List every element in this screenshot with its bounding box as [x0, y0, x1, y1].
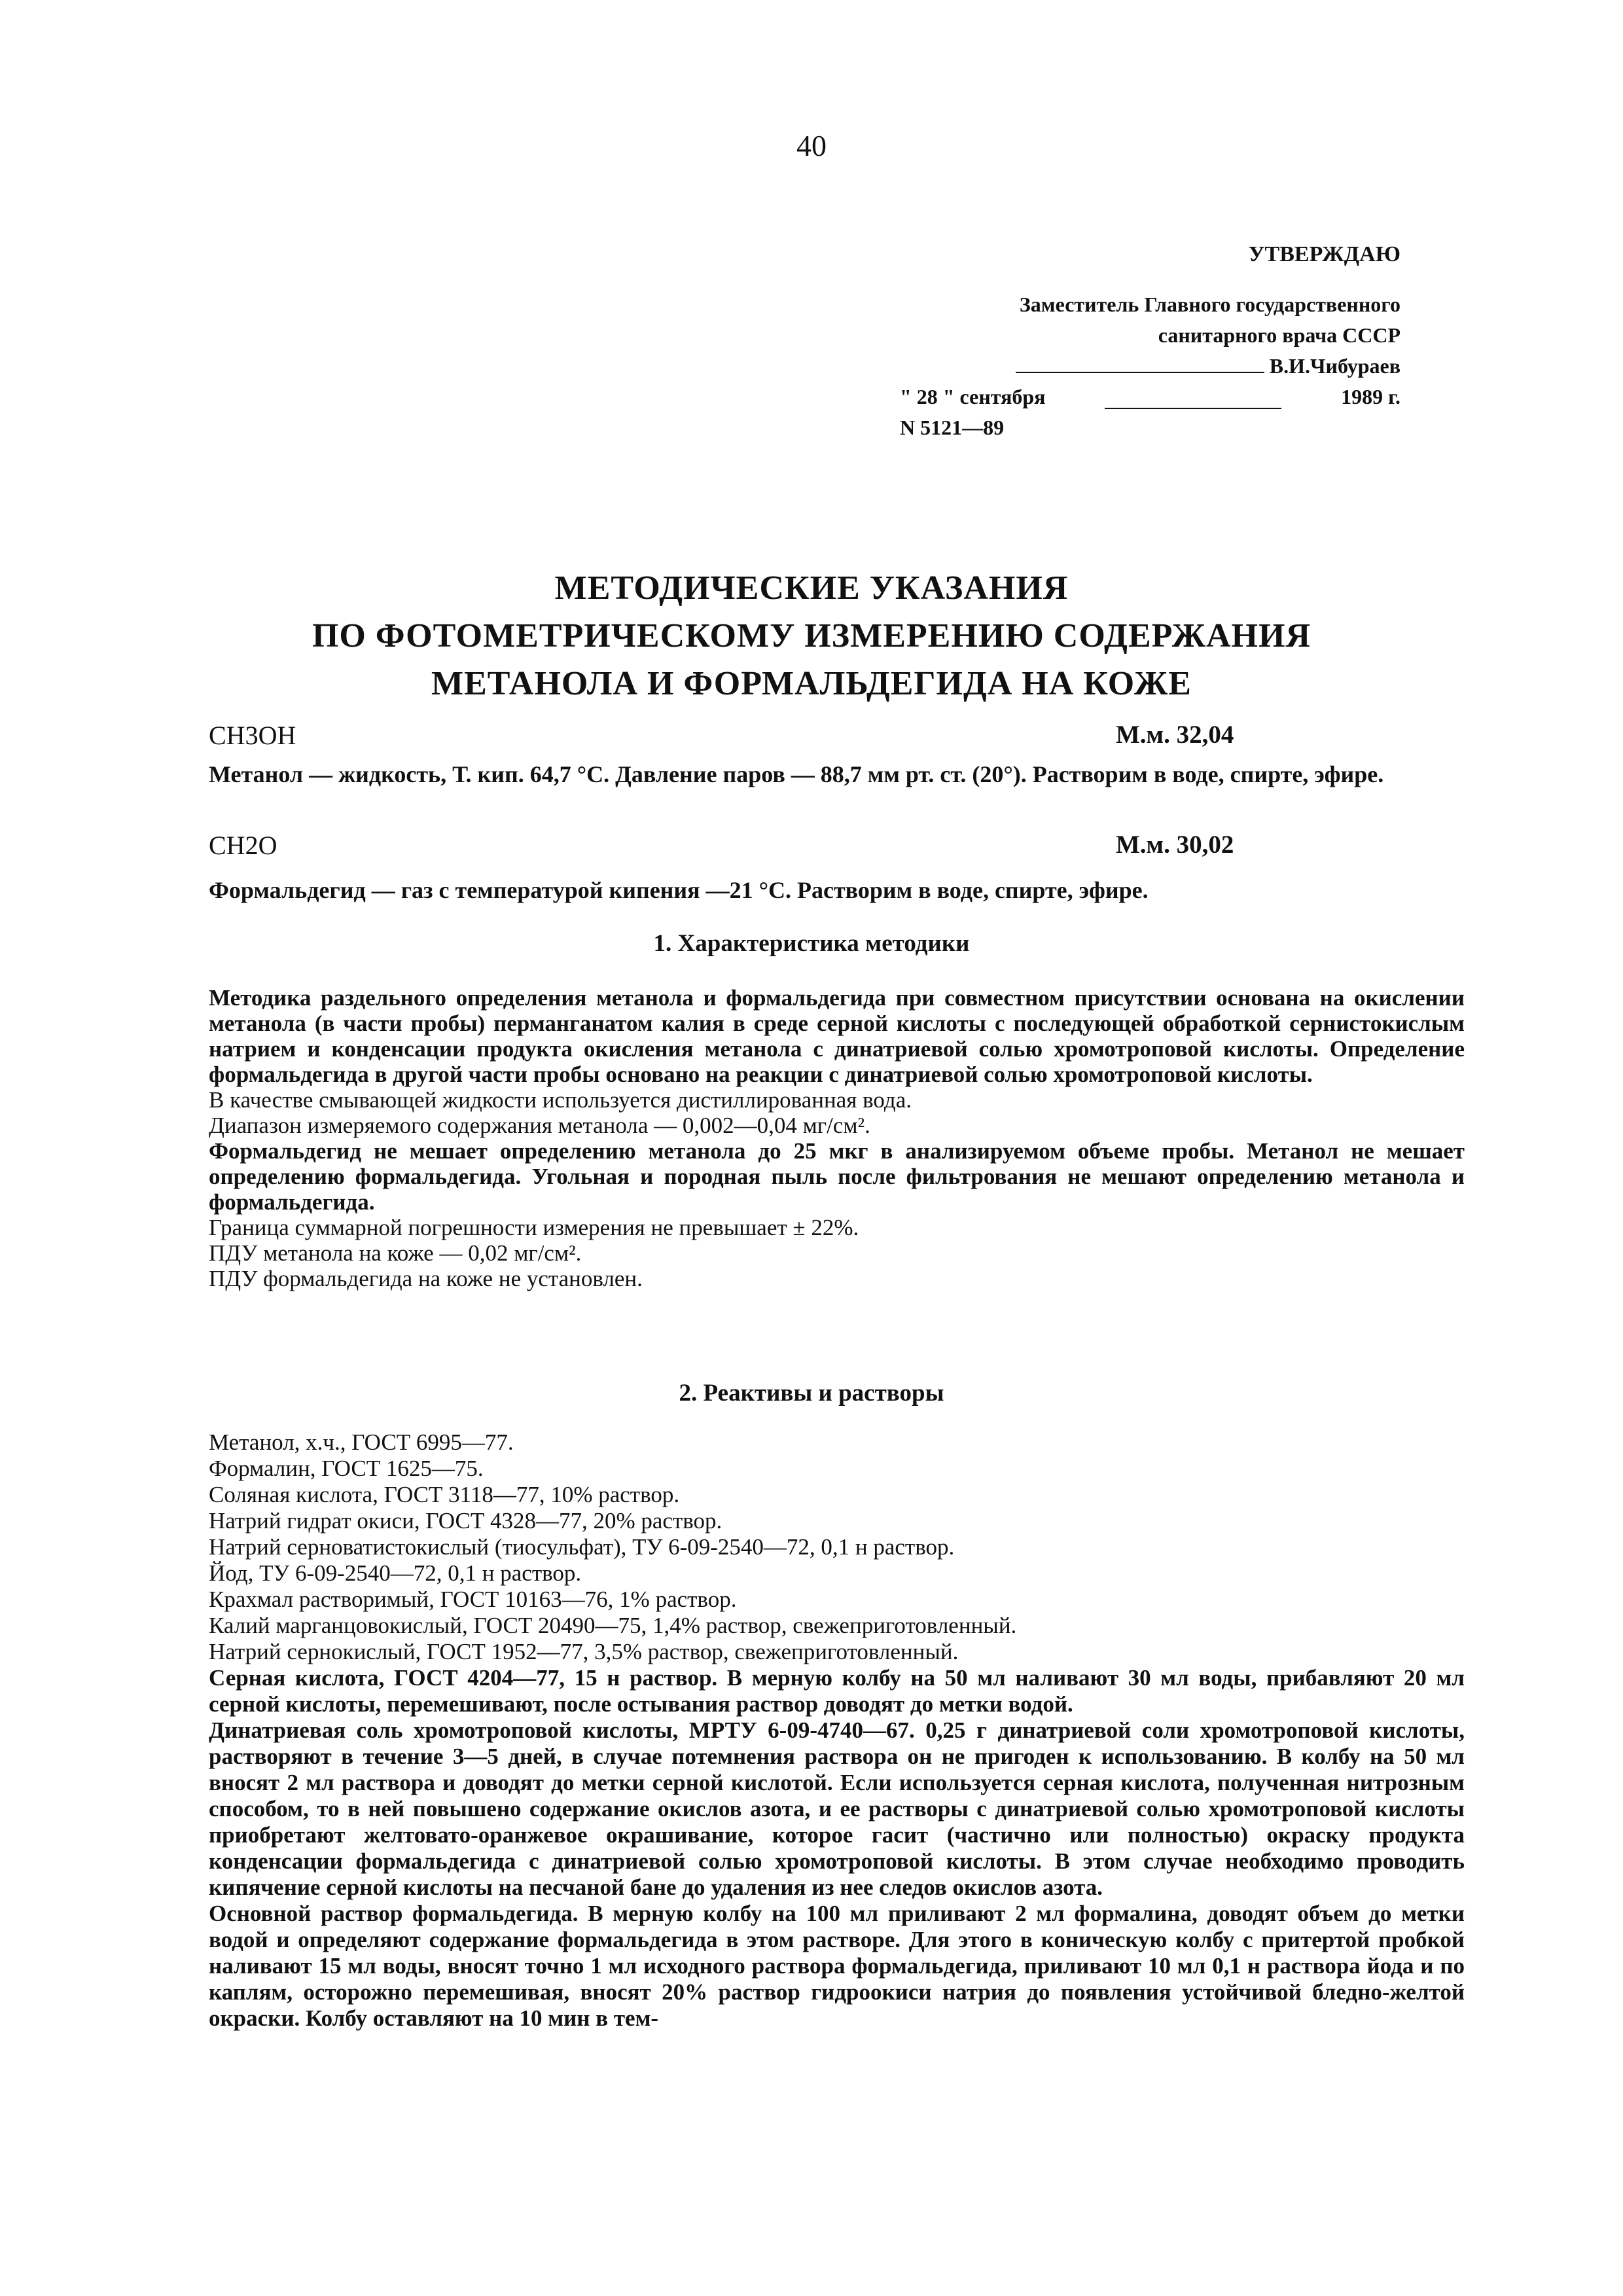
section1-paragraph: Методика раздельного определения метанола и формальдегида при совместном присутствии основана на окислении метанола (в части пробы) перманганатом калия в среде серной кислоты с последующей обработкой сернистокислым натрием и конденсации продукта окисления метанола с динатриевой солью хромотроповой кислоты. Определение формальдегида в другой части пробы основано на реакции с динатриевой солью хромотроповой кислоты. [209, 985, 1465, 1087]
section1-body [209, 985, 1465, 1291]
page-number: 40 [796, 129, 827, 162]
reagent-item: Натрий серноватистокислый (тиосульфат), ТУ 6-09-2540—72, 0,1 н раствор. [209, 1534, 955, 1560]
approval-title: УТВЕРЖДАЮ [1248, 242, 1400, 266]
methanol-molar-mass: М.м. 32,04 [1116, 721, 1234, 749]
section1-paragraph: Формальдегид не мешает определению метанола до 25 мкг в анализируемом объеме пробы. Метанол не мешает определению формальдегида. Угольная и породная пыль после фильтрования не мешают определению метанола и формальдегида. [209, 1138, 1465, 1215]
reagent-item: Натрий сернокислый, ГОСТ 1952—77, 3,5% раствор, свежеприготовленный. [209, 1639, 959, 1664]
reagent-item: Йод, ТУ 6-09-2540—72, 0,1 н раствор. [209, 1560, 582, 1586]
formaldehyde-formula: CH2O [209, 831, 277, 860]
title-line-3: МЕТАНОЛА И ФОРМАЛЬДЕГИДА НА КОЖЕ [431, 665, 1192, 702]
approval-date-day: " 28 " сентября [900, 385, 1046, 408]
date-underline [1105, 391, 1281, 409]
section1-paragraph: ПДУ метанола на коже — 0,02 мг/см². [209, 1240, 582, 1266]
section1-paragraph: Диапазон измеряемого содержания метанола — 0,002—0,04 мг/см². [209, 1113, 870, 1138]
approval-number: N 5121—89 [900, 416, 1005, 439]
formaldehyde-molar-mass: М.м. 30,02 [1116, 831, 1234, 859]
section1-paragraph: ПДУ формальдегида на коже не установлен. [209, 1266, 643, 1291]
section1-paragraph: В качестве смывающей жидкости используется дистиллированная вода. [209, 1087, 912, 1113]
approval-date-line [900, 382, 1400, 412]
document-title [0, 564, 1623, 708]
reagent-item: Соляная кислота, ГОСТ 3118—77, 10% раствор. [209, 1482, 680, 1507]
formaldehyde-description: Формальдегид — газ с температурой кипения —21 °С. Растворим в воде, спирте, эфире. [209, 877, 1149, 903]
reagent-item: Калий марганцовокислый, ГОСТ 20490—75, 1,4% раствор, свежеприготовленный. [209, 1613, 1017, 1638]
approval-position-line1: Заместитель Главного государственного [1019, 293, 1400, 316]
reagent-item: Крахмал растворимый, ГОСТ 10163—76, 1% раствор. [209, 1587, 737, 1612]
reagent-item: Метанол, х.ч., ГОСТ 6995—77. [209, 1429, 514, 1455]
approval-block [900, 239, 1400, 443]
methanol-description: Метанол — жидкость, Т. кип. 64,7 °С. Давление паров — 88,7 мм рт. ст. (20°). Растворим в воде, спирте, эфире. [209, 761, 1384, 787]
approval-date-year: 1989 г. [1341, 385, 1400, 408]
approval-name: В.И.Чибураев [1269, 354, 1400, 378]
section2-body [209, 1429, 1465, 2032]
approval-position-line2: санитарного врача СССР [1158, 323, 1400, 347]
section1-paragraph: Граница суммарной погрешности измерения не превышает ± 22%. [209, 1215, 859, 1240]
title-line-1: МЕТОДИЧЕСКИЕ УКАЗАНИЯ [554, 569, 1069, 607]
chromotropic-paragraph: Динатриевая соль хромотроповой кислоты, МРТУ 6-09-4740—67. 0,25 г динатриевой соли хромотроповой кислоты, растворяют в течение 3—5 дней, в случае потемнения раствора он не пригоден к использованию. В колбу на 50 мл вносят 2 мл раствора и доводят до метки серной кислотой. Если используется серная кислота, полученная нитрозным способом, то в ней повышено содержание окислов азота, и ее растворы с динатриевой солью хромотроповой кислоты приобретают желтовато-оранжевое окрашивание, которое гасит (частично или полностью) окраску продукта конденсации формальдегида с динатриевой солью хромотроповой кислоты. В этом случае необходимо проводить кипячение серной кислоты на песчаной бане до удаления из нее следов окислов азота. [209, 1717, 1465, 1900]
sulfuric-acid-paragraph: Серная кислота, ГОСТ 4204—77, 15 н раствор. В мерную колбу на 50 мл наливают 30 мл воды, прибавляют 20 мл серной кислоты, перемешивают, после остывания раствор доводят до метки водой. [209, 1665, 1465, 1717]
reagent-item: Натрий гидрат окиси, ГОСТ 4328—77, 20% раствор. [209, 1508, 722, 1534]
stock-solution-paragraph: Основной раствор формальдегида. В мерную колбу на 100 мл приливают 2 мл формалина, доводят объем до метки водой и определяют содержание формальдегида в этом растворе. Для этого в коническую колбу с притертой пробкой наливают 15 мл воды, вносят точно 1 мл исходного раствора формальдегида, приливают 10 мл 0,1 н раствора йода и по каплям, осторожно перемешивая, вносят 20% раствор гидроокиси натрия до появления устойчивой бледно-желтой окраски. Колбу оставляют на 10 мин в тем- [209, 1901, 1465, 2031]
section1-heading: 1. Характеристика методики [653, 930, 970, 957]
section2-heading: 2. Реактивы и растворы [679, 1380, 944, 1407]
title-line-2: ПО ФОТОМЕТРИЧЕСКОМУ ИЗМЕРЕНИЮ СОДЕРЖАНИЯ [312, 617, 1311, 655]
methanol-formula: CH3OH [209, 721, 296, 750]
signature-underline [1016, 355, 1264, 373]
reagent-item: Формалин, ГОСТ 1625—75. [209, 1456, 484, 1481]
approval-signature-line [900, 351, 1400, 382]
